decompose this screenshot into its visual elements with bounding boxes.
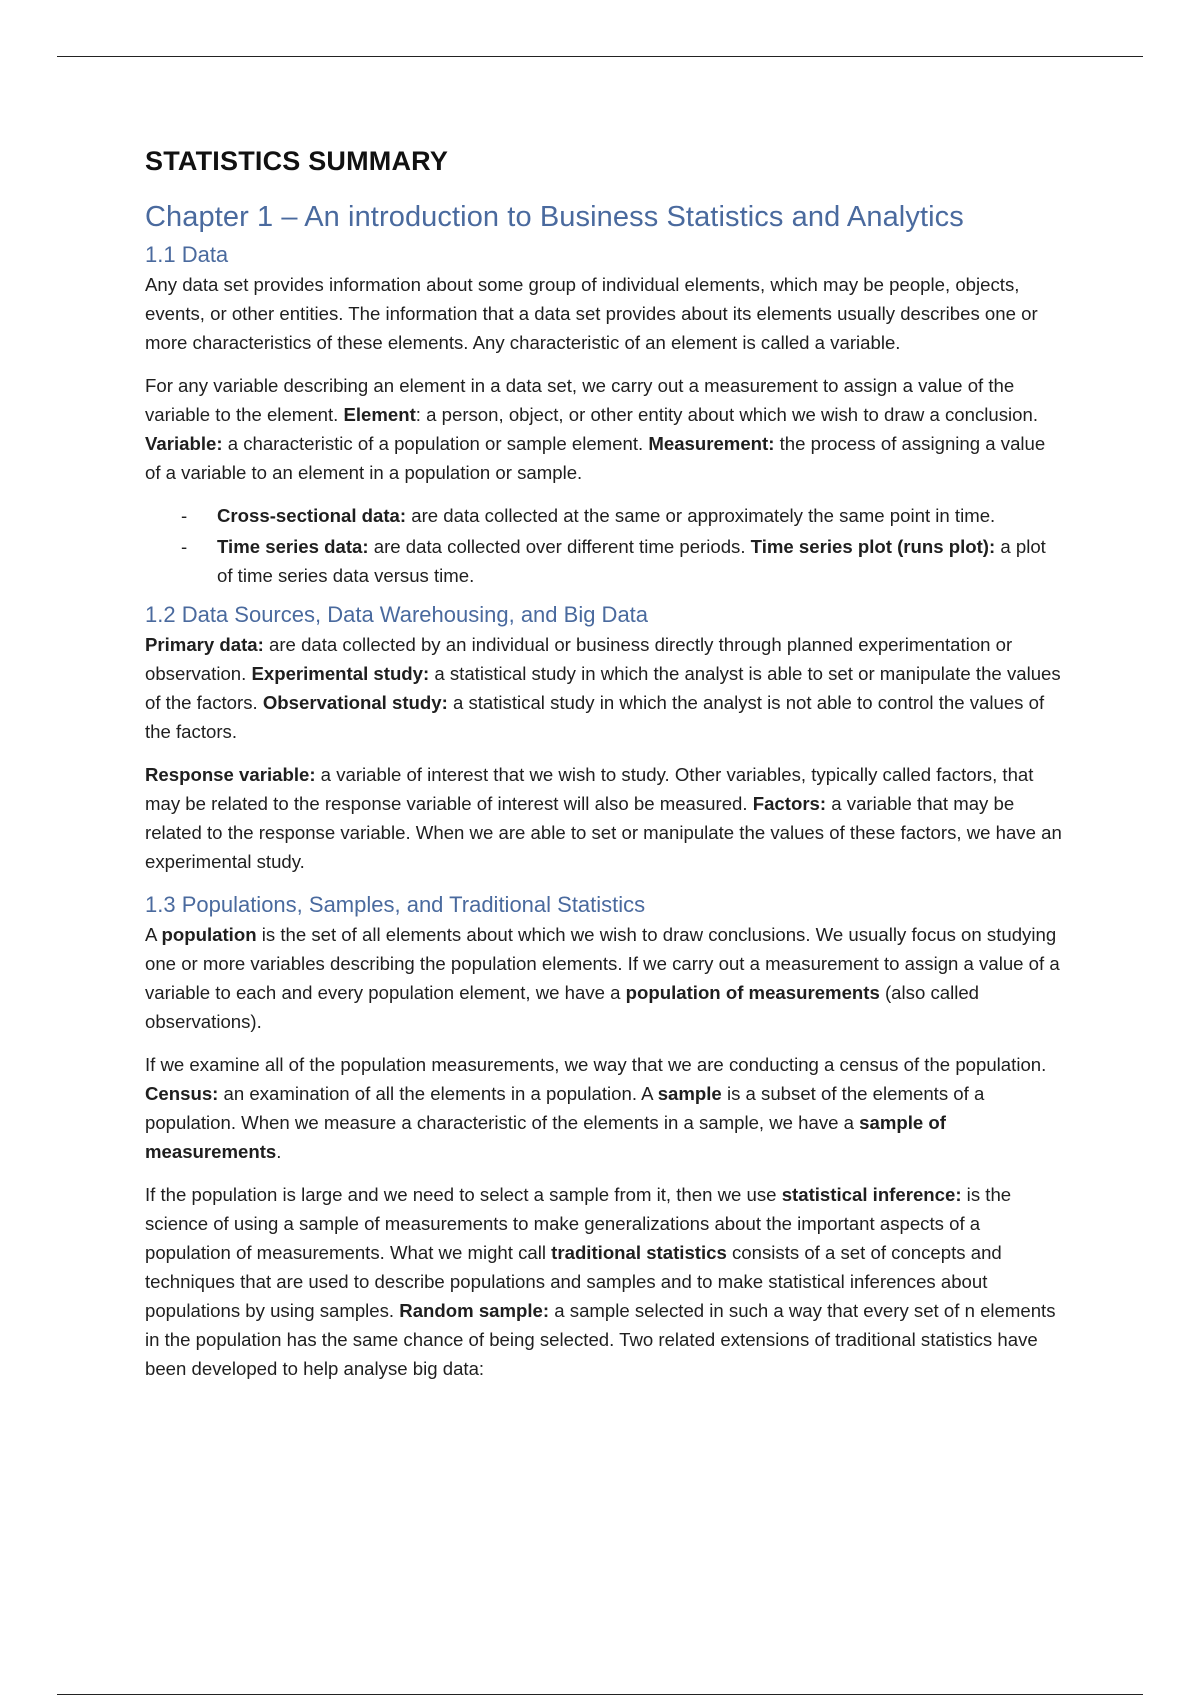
section-1-3 [145,892,1065,1383]
term-statistical-inference: statistical inference: [781,1184,962,1205]
text-run: the process of assigning a value of a variable to an element in a population or sample. [145,433,1046,483]
term-census: Census: [145,1083,219,1104]
text-run: a statistical study in which the analyst is able to set or manipulate the values of the factors. [145,663,1061,713]
footer-rule [57,1694,1143,1695]
paragraph: Any data set provides information about some group of individual elements, which may be people, objects, events, or other entities. The information that a data set provides about its elements usually describes one or more characteristics of these elements. Any characteristic of an element is called a variable. [145,274,1038,353]
text-run: . [276,1141,282,1162]
text-run: a characteristic of a population or sample element. [222,433,649,454]
term-traditional-statistics: traditional statistics [551,1242,727,1263]
text-run: is the set of all elements about which we wish to draw conclusions. We usually focus on studying one or more variables describing the population elements. If we carry out a measurement to assign a value of a variable to each and every population element, we have a [145,924,1060,1003]
text-run: If the population is large and we need to select a sample from it, then we use [145,1184,782,1205]
text-run: If we examine all of the population measurements, we way that we are conducting a census of the population. [145,1054,1047,1075]
section-1-2 [145,602,1065,876]
term-response-variable: Response variable: [145,764,316,785]
term-random-sample: Random sample: [399,1300,550,1321]
text-run: is a subset of the elements of a population. When we measure a characteristic of the elements in a sample, we have a [145,1083,985,1133]
text-run: (also called observations). [145,982,980,1032]
paragraph [145,371,1065,487]
term-observational-study: Observational study: [262,692,448,713]
paragraph [145,760,1065,876]
text-run: an examination of all the elements in a population. A [218,1083,658,1104]
bullet-dash: - [181,505,188,526]
term-element: Element [343,404,416,425]
text-run: a variable of interest that we wish to study. Other variables, typically called factors, that may be related to the response variable of interest will also be measured. [145,764,1034,814]
term-factors: Factors: [752,793,827,814]
header-rule [57,56,1143,57]
paragraph [145,1180,1065,1383]
text-run: a plot of time series data versus time. [217,536,1046,586]
section-heading: 1.2 Data Sources, Data Warehousing, and Big Data [145,602,649,627]
document-body [145,146,1065,1397]
text-run: A [145,924,162,945]
term-measurement: Measurement: [648,433,775,454]
term-experimental-study: Experimental study: [251,663,430,684]
text-run: is the science of using a sample of measurements to make generalizations about the important aspects of a population of measurements. What we might call [145,1184,1012,1263]
term-time-series-data: Time series data: [217,536,369,557]
term-population: population [161,924,257,945]
term-sample: sample [657,1083,722,1104]
bullet-dash: - [181,536,188,557]
term-primary-data: Primary data: [145,634,264,655]
term-variable: Variable: [145,433,223,454]
list-item [181,501,1065,530]
term-population-of-measurements: population of measurements [625,982,880,1003]
section-heading: 1.1 Data [145,242,229,267]
bullet-list [145,501,1065,590]
term-cross-sectional-data: Cross-sectional data: [217,505,407,526]
section-heading: 1.3 Populations, Samples, and Traditional Statistics [145,892,646,917]
list-item [181,532,1065,590]
term-sample-of-measurements: sample of measurements [145,1112,946,1162]
text-run: For any variable describing an element in a data set, we carry out a measurement to assign a value of the variable to the element. [145,375,1015,425]
text-run: consists of a set of concepts and techniques that are used to describe populations and samples and to make statistical inferences about populations by using samples. [145,1242,1002,1321]
term-time-series-plot: Time series plot (runs plot): [750,536,996,557]
chapter-heading: Chapter 1 – An introduction to Business Statistics and Analytics [145,201,964,233]
paragraph [145,630,1065,746]
text-run: a sample selected in such a way that every set of n elements in the population has the same chance of being selected. Two related extensions of traditional statistics have been developed to help analyse big data: [145,1300,1056,1379]
section-1-1 [145,242,1065,590]
paragraph [145,920,1065,1036]
text-run: are data collected at the same or approximately the same point in time. [406,505,996,526]
text-run: : a person, object, or other entity about which we wish to draw a conclusion. [415,404,1038,425]
document-title: STATISTICS SUMMARY [145,146,449,176]
paragraph [145,1050,1065,1166]
text-run: a variable that may be related to the response variable. When we are able to set or manipulate the values of these factors, we have an experimental study. [145,793,1062,872]
text-run: are data collected over different time periods. [368,536,751,557]
text-run: are data collected by an individual or business directly through planned experimentation or observation. [145,634,1013,684]
text-run: a statistical study in which the analyst is not able to control the values of the factors. [145,692,1045,742]
